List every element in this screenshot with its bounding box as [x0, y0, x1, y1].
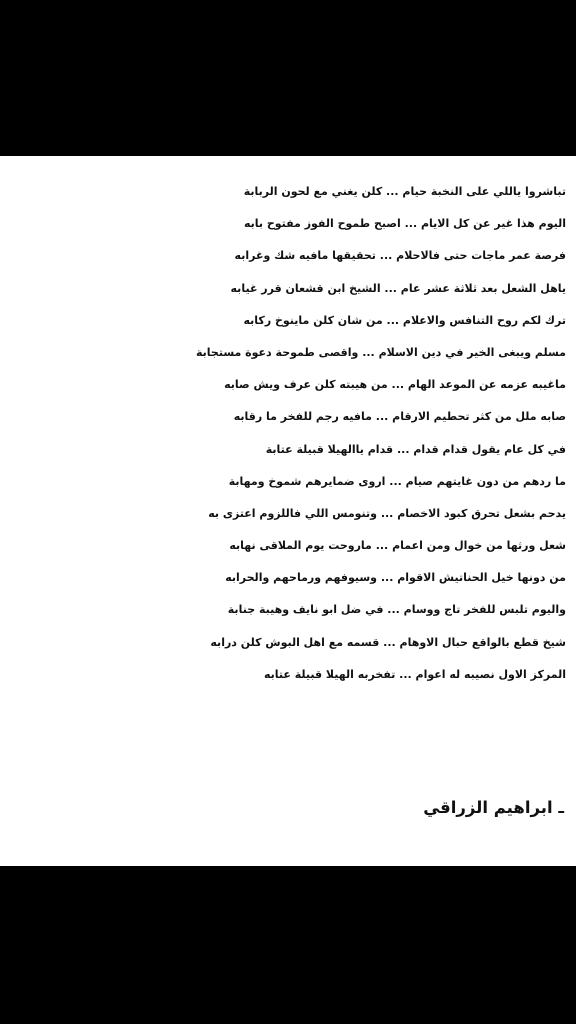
poem-line: واليوم تلبس للفخر تاج ووسام ... في ضل ابو نايف وهيبة جنابة — [227, 603, 566, 617]
bottom-black-border — [0, 866, 576, 1024]
poem-line: في كل عام يقول قدام قدام ... قدام ياالهيلا قبيلة عتابة — [265, 442, 566, 456]
poem-line: يدحم بشعل تحرق كبود الاخصام ... وتنومس اللي فاللزوم اعتزى به — [208, 506, 566, 520]
poem-line: شيخ قطع بالواقع حبال الاوهام ... قسمه مع اهل البوش كلن درابه — [210, 635, 566, 649]
poem-line: من دونها خيل الحناتيش الاقوام ... وسيوفهم ورماحهم والحرابه — [225, 571, 566, 585]
poem-verses — [0, 176, 566, 691]
poem-line: فرصة عمر ماجات حتى فالاحلام ... تحقيقها مافيه شك وغرابه — [234, 249, 566, 263]
poem-line: ماغيبه عزمه عن الموعد الهام ... من هيبته كلن عرف ويش صابه — [224, 378, 566, 392]
poem-line: ترك لكم روح التنافس والاعلام ... من شان كلن ماينوخ ركابه — [243, 313, 566, 327]
poem-line: تباشروا ياللي على النخبة حيام ... كلن يغني مع لحون الربابة — [243, 185, 566, 198]
poem-line: ياهل الشعل بعد ثلاثة عشر عام ... الشيخ ابن قشعان قرر غيابه — [230, 281, 566, 295]
poem-line: المركز الاول نصيبه له اعوام ... تفخربه الهيلا قبيلة عتابه — [263, 667, 566, 681]
poem-line: شعل ورثها من خوال ومن اعمام ... ماروحت يوم الملاقى نهابه — [229, 539, 566, 553]
poem-line: اليوم هذا غير عن كل الايام ... اصبح طموح الفوز مفتوح بابه — [243, 217, 566, 231]
poem-line: ما ردهم من دون غايتهم صيام ... اروى ضمايرهم شموخ ومهابة — [228, 474, 566, 488]
poem-line: صابه ملل من كثر تحطيم الارقام ... مافيه رجم للفخر ما رقابه — [233, 410, 566, 424]
poet-signature: ـ ابراهيم الزراقي — [423, 798, 564, 817]
top-black-border — [0, 0, 576, 156]
poem-line: مسلم ويبغى الخير في دين الاسلام ... واقصى طموحة دعوة مستجابة — [195, 345, 566, 359]
